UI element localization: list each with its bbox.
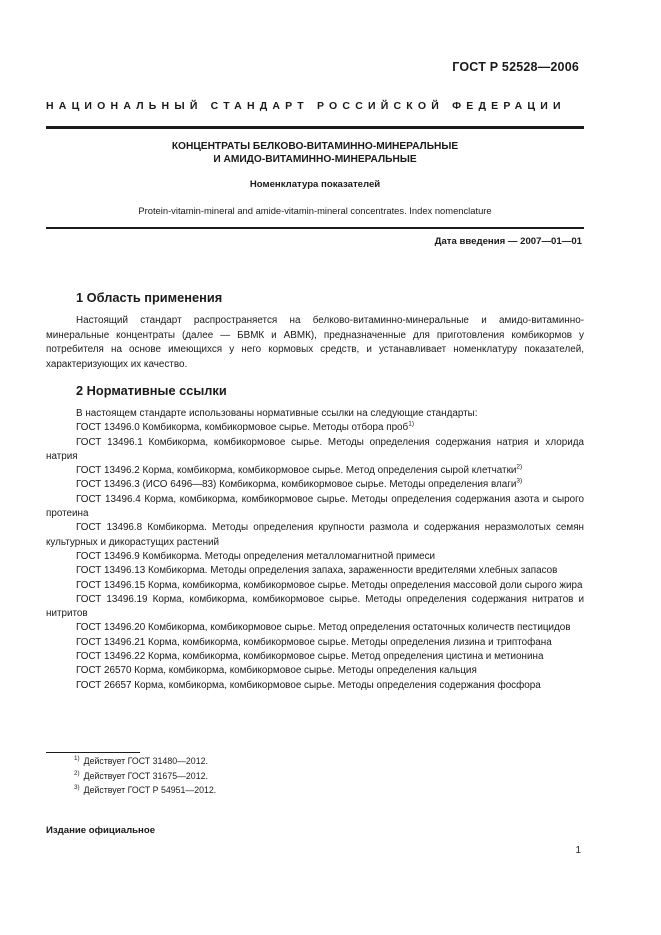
reference-text: ГОСТ 13496.15 Корма, комбикорма, комбикормовое сырье. Методы определения массовой доли сырого жира bbox=[76, 579, 583, 591]
page-number: 1 bbox=[575, 845, 581, 856]
reference-text: ГОСТ 13496.19 Корма, комбикорма, комбикормовое сырье. Методы определения содержания нитратов и нитритов bbox=[46, 593, 584, 620]
normative-references-list bbox=[46, 407, 584, 693]
reference-item bbox=[46, 621, 584, 635]
reference-item bbox=[46, 421, 584, 435]
reference-item bbox=[46, 493, 584, 522]
reference-item bbox=[46, 664, 584, 678]
footnote-marker[interactable]: 2) bbox=[516, 463, 523, 471]
reference-text: ГОСТ 13496.22 Корма, комбикорма, комбикормовое сырье. Метод определения цистина и метионина bbox=[76, 651, 544, 663]
section-1-heading: 1 Область применения bbox=[76, 290, 223, 305]
reference-item bbox=[46, 564, 584, 578]
official-edition-label: Издание официальное bbox=[46, 825, 156, 836]
document-subtitle: Номенклатура показателей bbox=[249, 179, 381, 190]
top-rule bbox=[46, 126, 584, 129]
middle-rule bbox=[46, 227, 584, 229]
section-1-text: Настоящий стандарт распространяется на белково-витаминно-минеральные и амидо-витаминно-минеральные концентраты (далее — БВМК и АВМК), предназначенные для приготовления комбикормов у потребителя на основе имеющихся у него кормовых средств, и устанавливает номенклатуру показателей, характеризующих их качество. bbox=[46, 315, 584, 370]
document-title bbox=[46, 140, 584, 166]
footnote-number: 2) bbox=[74, 769, 80, 777]
footnote-number: 3) bbox=[74, 784, 80, 792]
reference-text: ГОСТ 13496.20 Комбикорма, комбикормовое сырье. Метод определения остаточных количеств пестицидов bbox=[76, 622, 571, 634]
introduction-date: Дата введения — 2007—01—01 bbox=[434, 236, 582, 247]
reference-text: ГОСТ 13496.3 (ИСО 6496—83) Комбикорма, комбикормовое сырье. Методы определения влаги bbox=[76, 479, 517, 491]
gost-number: ГОСТ Р 52528—2006 bbox=[452, 60, 579, 74]
reference-text: ГОСТ 13496.4 Корма, комбикорма, комбикормовое сырье. Методы определения содержания азота и сырого протеина bbox=[46, 493, 584, 520]
footnote-marker[interactable]: 3) bbox=[516, 478, 523, 486]
footnote-marker[interactable]: 1) bbox=[408, 421, 414, 428]
reference-item bbox=[46, 478, 584, 492]
footnote-rule bbox=[46, 752, 140, 753]
reference-text: ГОСТ 13496.13 Комбикорма. Методы определения запаха, зараженности вредителями хлебных запасов bbox=[76, 565, 558, 577]
reference-text: ГОСТ 13496.8 Комбикорма. Методы определения крупности размола и содержания неразмолотых семян культурных и дикорастущих растений bbox=[46, 522, 584, 548]
reference-item bbox=[46, 593, 584, 622]
english-title: Protein-vitamin-mineral and amide-vitamin-mineral concentrates. Index nomenclature bbox=[138, 205, 492, 216]
footnote-item bbox=[74, 769, 216, 784]
footnote-item bbox=[74, 783, 216, 798]
footnotes-list bbox=[74, 754, 216, 798]
reference-text: ГОСТ 13496.21 Корма, комбикорма, комбикормовое сырье. Методы определения лизина и триптофана bbox=[76, 636, 552, 648]
reference-item bbox=[46, 521, 584, 550]
reference-text: ГОСТ 26657 Корма, комбикорма, комбикормовое сырье. Методы определения содержания фосфора bbox=[76, 679, 541, 691]
reference-text: ГОСТ 13496.2 Корма, комбикорма, комбикормовое сырье. Метод определения сырой клетчатки bbox=[76, 465, 517, 477]
national-standard-title: НАЦИОНАЛЬНЫЙ СТАНДАРТ РОССИЙСКОЙ ФЕДЕРАЦИИ bbox=[46, 100, 566, 112]
footnote-item bbox=[74, 754, 216, 769]
reference-item bbox=[46, 436, 584, 465]
reference-item bbox=[46, 550, 584, 564]
reference-text: ГОСТ 13496.1 Комбикорма, комбикормовое сырье. Методы определения содержания натрия и хлорида натрия bbox=[46, 436, 584, 462]
reference-text: ГОСТ 13496.9 Комбикорма. Методы определения металломагнитной примеси bbox=[76, 550, 436, 562]
document-title-line2: И АМИДО-ВИТАМИННО-МИНЕРАЛЬНЫЕ bbox=[213, 154, 417, 165]
reference-item bbox=[46, 464, 584, 478]
section-2-heading: 2 Нормативные ссылки bbox=[76, 383, 227, 398]
reference-text: ГОСТ 13496.0 Комбикорма, комбикормовое сырье. Методы отбора проб bbox=[76, 422, 409, 434]
footnote-text: Действует ГОСТ 31675—2012. bbox=[83, 770, 208, 781]
footnote-number: 1) bbox=[74, 755, 80, 763]
reference-item bbox=[46, 650, 584, 664]
document-title-line1: КОНЦЕНТРАТЫ БЕЛКОВО-ВИТАМИННО-МИНЕРАЛЬНЫЕ bbox=[171, 141, 459, 152]
reference-text: ГОСТ 26570 Корма, комбикорма, комбикормовое сырье. Методы определения кальция bbox=[76, 665, 477, 677]
reference-item bbox=[46, 579, 584, 593]
footnote-text: Действует ГОСТ Р 54951—2012. bbox=[83, 785, 217, 795]
references-intro: В настоящем стандарте использованы нормативные ссылки на следующие стандарты: bbox=[76, 408, 478, 419]
footnote-text: Действует ГОСТ 31480—2012. bbox=[83, 756, 208, 766]
reference-item bbox=[46, 679, 584, 693]
reference-item bbox=[46, 636, 584, 650]
